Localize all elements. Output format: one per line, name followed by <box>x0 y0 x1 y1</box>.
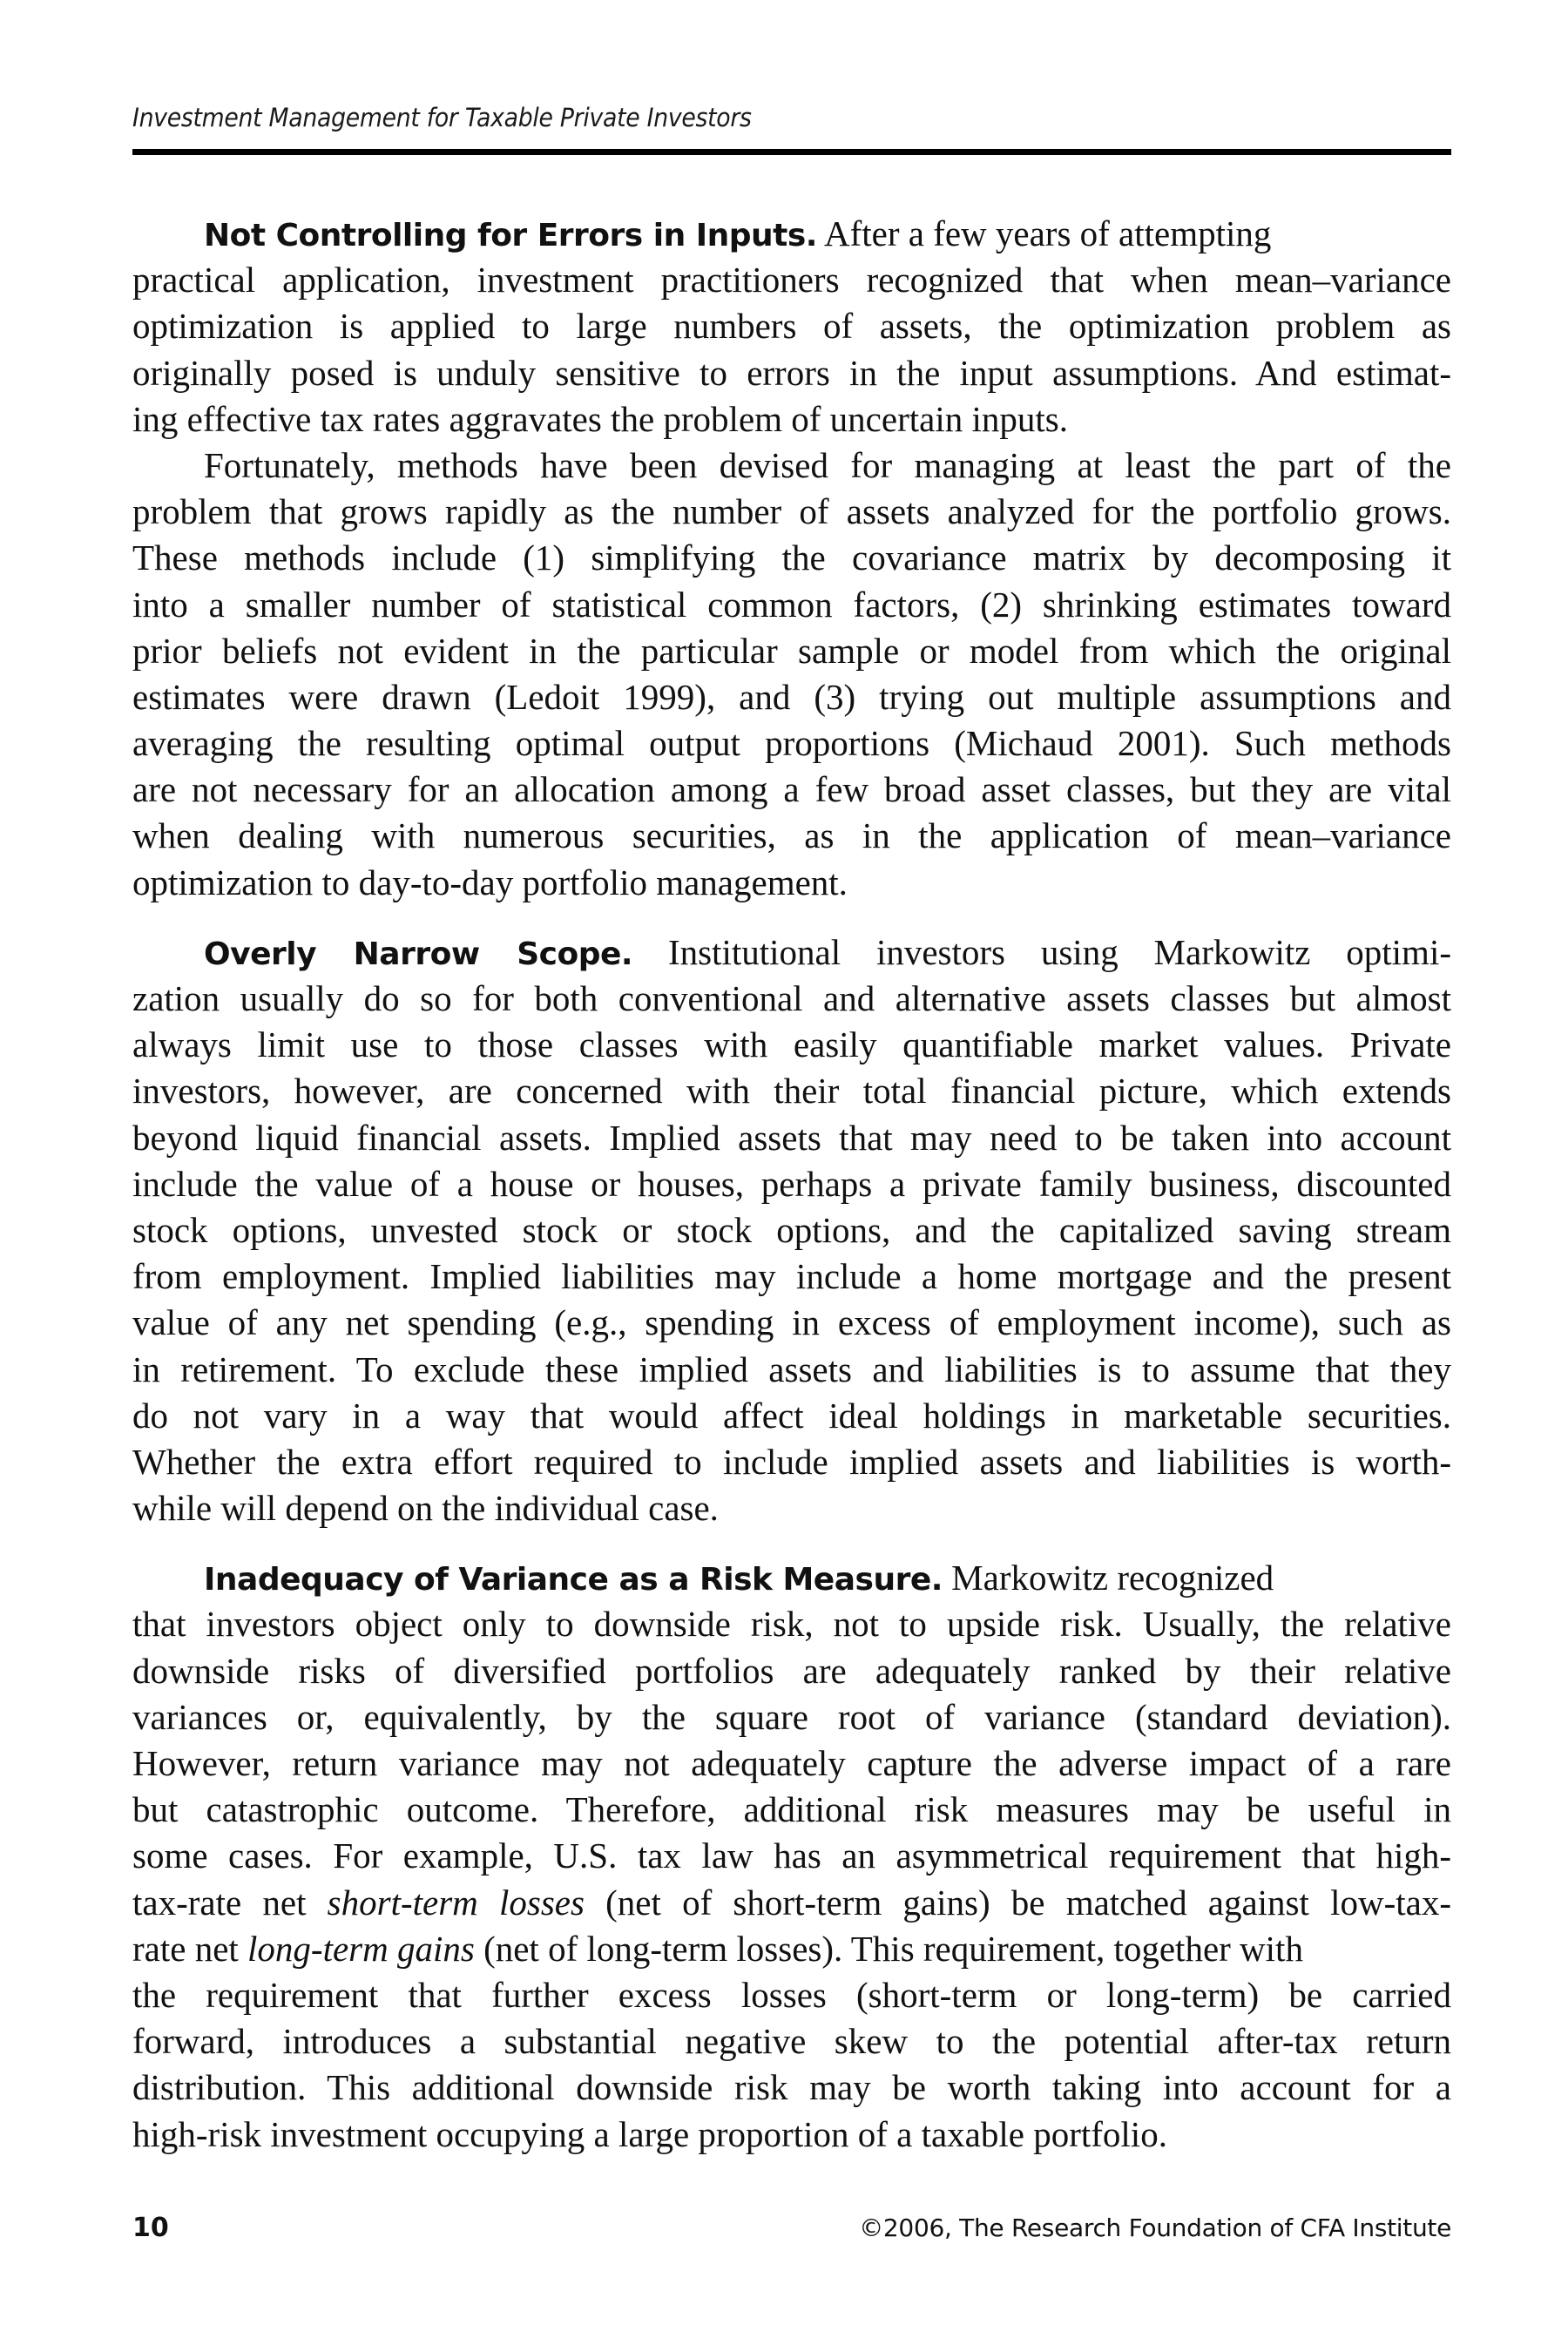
text-line: practical application, investment practitioners recognized that when mean–variance <box>132 260 1451 301</box>
text-line: averaging the resulting optimal output proportions (Michaud 2001). Such methods <box>132 723 1451 764</box>
section-errors-in-inputs <box>132 211 1451 443</box>
text-line: that investors object only to downside risk, not to upside risk. Usually, the relative <box>132 1604 1451 1645</box>
italic-term: long-term gains <box>247 1928 475 1969</box>
text-line: investors, however, are concerned with their total financial picture, which extends <box>132 1071 1451 1112</box>
section-heading: Not Controlling for Errors in Inputs. <box>203 218 817 253</box>
text-line: problem that grows rapidly as the number of assets analyzed for the portfolio grows. <box>132 491 1451 532</box>
section-heading: Overly Narrow Scope. <box>204 936 633 972</box>
text-line: tax-rate net short-term losses (net of short-term gains) be matched against low-tax- <box>132 1882 1451 1923</box>
text-line: zation usually do so for both conventional and alternative assets classes but almost <box>132 978 1451 1018</box>
text-line: while will depend on the individual case. <box>132 1488 719 1529</box>
text-line: optimization to day-to-day portfolio management. <box>132 862 848 902</box>
text-line: Whether the extra effort required to include implied assets and liabilities is worth- <box>132 1441 1451 1482</box>
italic-term: short-term losses <box>327 1882 585 1923</box>
text-line: originally posed is unduly sensitive to errors in the input assumptions. And estimat- <box>132 352 1451 393</box>
text-line: do not vary in a way that would affect ideal holdings in marketable securities. <box>132 1395 1451 1436</box>
section-inadequacy-of-variance <box>132 1555 1451 2157</box>
text-line: high-risk investment occupying a large proportion of a taxable portfolio. <box>132 2113 1167 2154</box>
text-line: some cases. For example, U.S. tax law has an asymmetrical requirement that high- <box>132 1835 1451 1876</box>
text-line: stock options, unvested stock or stock options, and the capitalized saving stream <box>132 1209 1451 1250</box>
text-line: the requirement that further excess losses (short-term or long-term) be carried <box>132 1974 1451 2015</box>
text-line: in retirement. To exclude these implied assets and liabilities is to assume that they <box>132 1348 1451 1389</box>
text-line: rate net long-term gains (net of long-term losses). This requirement, together with <box>132 1928 1303 1969</box>
paragraph-fortunately <box>132 443 1451 906</box>
text-line: estimates were drawn (Ledoit 1999), and (3) trying out multiple assumptions and <box>132 676 1451 717</box>
text-line: downside risks of diversified portfolios are adequately ranked by their relative <box>132 1650 1451 1691</box>
running-head-title: Investment Management for Taxable Private Investors <box>132 103 752 132</box>
text-line: optimization is applied to large numbers of assets, the optimization problem as <box>132 306 1451 347</box>
text-line: include the value of a house or houses, perhaps a private family business, discounted <box>132 1163 1451 1204</box>
section-overly-narrow-scope <box>132 929 1451 1531</box>
section-heading: Inadequacy of Variance as a Risk Measure. <box>203 1562 943 1598</box>
text-line: Not Controlling for Errors in Inputs. After a few years of attempting <box>203 213 1272 253</box>
text-line: always limit use to those classes with easily quantifiable market values. Private <box>132 1024 1451 1065</box>
text-line: Overly Narrow Scope. Institutional investors using Markowitz optimi- <box>204 931 1451 972</box>
text-line: distribution. This additional downside risk may be worth taking into account for a <box>132 2067 1451 2108</box>
text-line: are not necessary for an allocation among a few broad asset classes, but they are vital <box>132 769 1451 810</box>
body-text <box>132 211 1451 2158</box>
copyright-notice: ©2006, The Research Foundation of CFA Institute <box>859 2213 1451 2242</box>
text-line: into a smaller number of statistical common factors, (2) shrinking estimates toward <box>132 584 1451 625</box>
text-line: Fortunately, methods have been devised for managing at least the part of the <box>204 444 1451 485</box>
text-line: variances or, equivalently, by the square root of variance (standard deviation). <box>132 1696 1451 1737</box>
text-line: forward, introduces a substantial negative skew to the potential after-tax return <box>132 2021 1451 2062</box>
page-number: 10 <box>132 2213 169 2243</box>
text-line: ing effective tax rates aggravates the problem of uncertain inputs. <box>132 398 1068 439</box>
text-line: from employment. Implied liabilities may include a home mortgage and the present <box>132 1256 1451 1297</box>
text-line: beyond liquid financial assets. Implied assets that may need to be taken into account <box>132 1117 1451 1158</box>
text-line: prior beliefs not evident in the particular sample or model from which the original <box>132 630 1451 671</box>
text-line: value of any net spending (e.g., spending in excess of employment income), such as <box>132 1302 1451 1343</box>
header-rule <box>132 149 1451 155</box>
text-line: when dealing with numerous securities, as in the application of mean–variance <box>132 815 1451 856</box>
text-line: Inadequacy of Variance as a Risk Measure. Markowitz recognized <box>203 1558 1274 1598</box>
text-line: but catastrophic outcome. Therefore, additional risk measures may be useful in <box>132 1789 1451 1830</box>
text-line: However, return variance may not adequately capture the adverse impact of a rare <box>132 1743 1451 1783</box>
text-line: These methods include (1) simplifying the covariance matrix by decomposing it <box>132 537 1451 578</box>
